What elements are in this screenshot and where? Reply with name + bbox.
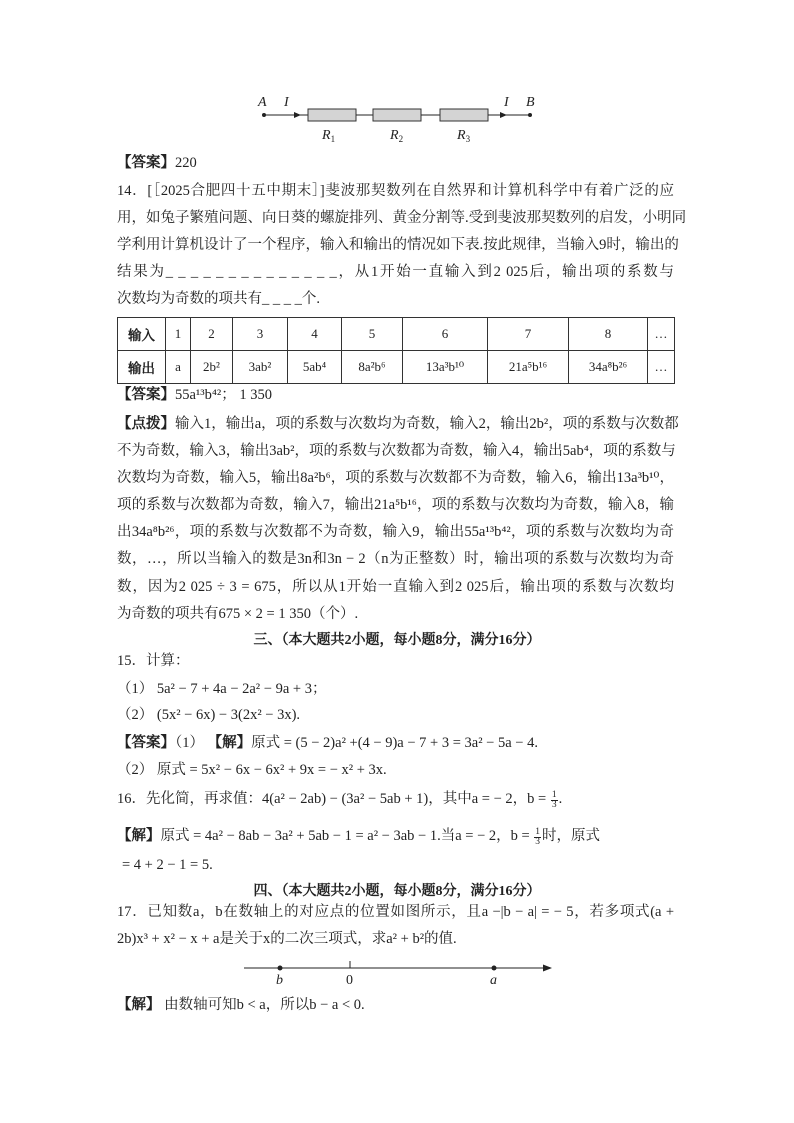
q17-stem-line-1: 17．已知数a，b在数轴上的对应点的位置如图所示，且a −|b − a| = − 5，若多项式(a + <box>117 904 674 920</box>
q14-stem-line-1: 14．[［2025合肥四十五中期末］]斐波那契数列在自然界和计算机科学中有着广泛的应 <box>117 183 674 199</box>
point-a-label: a <box>490 973 497 988</box>
fraction-one-third <box>551 791 558 810</box>
section-4-title: 四、（本大题共2小题，每小题8分，满分16分） <box>253 884 541 899</box>
fraction-denominator: 3 <box>535 837 541 847</box>
q14-hint-line-4: 项的系数与次数都为奇数，输入7，输出21a⁵b¹⁶，项的系数与次数均为奇数，输入8，输 <box>117 497 674 513</box>
resistor-label-3 <box>457 128 470 147</box>
q14-hint-line-3: 次数均为奇数，输入5，输出8a²b⁶，项的系数与次数都不为奇数，输入6，输出13a³b¹⁰， <box>117 470 674 486</box>
q16-solution-tail: 时，原式 <box>542 828 601 844</box>
answer-label: 【答案】 <box>117 155 175 171</box>
q15-part-2: （2） (5x² − 6x) − 3(2x² − 3x). <box>117 707 301 723</box>
q17-solution-text: 由数轴可知b < a，所以b − a < 0. <box>160 997 365 1013</box>
section-3-title: 三、（本大题共2小题，每小题8分，满分16分） <box>253 633 541 648</box>
q14-stem-line-2: 用，如兔子繁殖问题、向日葵的螺旋排列、黄金分割等.受到斐波那契数列的启发，小明同 <box>117 210 687 226</box>
current-label-left: I <box>284 95 289 110</box>
q16-solution-line-1 <box>117 827 600 847</box>
table-cell: 5 <box>342 318 403 351</box>
q14-hint-line-8: 为奇数的项共有675 × 2 = 1 350（个）. <box>117 606 359 622</box>
answer-label: 【答案】 <box>117 387 175 403</box>
q17-stem-line-2: 2b)x³ + x² − x + a是关于x的二次三项式，求a² + b²的值. <box>117 931 457 947</box>
table-row-input <box>118 318 675 351</box>
table-cell-ellipsis: … <box>648 318 675 351</box>
point-a-dot <box>492 966 497 971</box>
answer-part-1: 原式 = (5 − 2)a² +(4 − 9)a − 7 + 3 = 3a² − 5a − 4. <box>251 735 538 751</box>
table-cell: a <box>166 351 191 384</box>
resistor-index: 2 <box>398 134 404 144</box>
fraction-denominator: 3 <box>551 800 557 810</box>
answer-part-tag: （1） <box>175 735 208 751</box>
resistor-index: 1 <box>330 134 336 144</box>
table-cell: 2b² <box>191 351 233 384</box>
table-cell: 7 <box>488 318 569 351</box>
input-output-table <box>117 317 675 384</box>
q14-stem-line-5: 次数均为奇数的项共有_ _ _ _个. <box>117 291 320 307</box>
q15-prompt: 15．计算： <box>117 653 190 669</box>
terminal-b-dot <box>528 113 532 117</box>
q16-prompt-end: . <box>558 791 563 807</box>
table-header-output: 输出 <box>118 351 166 384</box>
resistor-symbol: R <box>457 128 466 143</box>
table-cell: 13a³b¹⁰ <box>403 351 488 384</box>
q16-solution-line-2: = 4 + 2 − 1 = 5. <box>122 857 213 873</box>
fraction-numerator: 1 <box>551 790 557 800</box>
current-label-right: I <box>504 95 509 110</box>
table-cell: 1 <box>166 318 191 351</box>
q13-answer <box>117 154 197 172</box>
answer-value: 220 <box>175 155 197 171</box>
table-row-output <box>118 351 675 384</box>
terminal-b-label: B <box>526 95 535 110</box>
q14-hint-line-2: 不为奇数，输入3，输出3ab²，项的系数与次数都为奇数，输入4，输出5ab⁴，项的系数与 <box>117 443 676 459</box>
current-arrow-left <box>294 112 301 118</box>
table-cell: 4 <box>288 318 342 351</box>
q14-stem-line-3: 学利用计算机设计了一个程序，输入和输出的情况如下表.按此规律，当输入9时，输出的 <box>117 237 679 253</box>
answer-label: 【答案】 <box>117 735 175 751</box>
table-cell: 5ab⁴ <box>288 351 342 384</box>
solution-label: 【解】 <box>117 997 161 1013</box>
resistor-label-2 <box>390 128 403 147</box>
q14-hint-line-5: 出34a⁸b²⁶，项的系数与次数都不为奇数，输入9，输出55a¹³b⁴²，项的系数与次数均为奇 <box>117 524 674 540</box>
terminal-a-label: A <box>258 95 267 110</box>
q17-solution <box>117 996 365 1014</box>
number-line-arrow <box>543 965 552 972</box>
resistor-3 <box>440 109 488 121</box>
table-cell-ellipsis: … <box>648 351 675 384</box>
resistor-label-1 <box>322 128 335 147</box>
table-cell: 8a²b⁶ <box>342 351 403 384</box>
origin-label: 0 <box>346 973 353 988</box>
hint-text: 输入1，输出a，项的系数与次数均为奇数，输入2，输出2b²，项的系数与次数都 <box>175 416 679 432</box>
point-b-dot <box>278 966 283 971</box>
q16-prompt <box>117 790 562 810</box>
hint-label: 【点拨】 <box>117 416 175 432</box>
q15-part-1: （1） 5a² − 7 + 4a − 2a² − 9a + 3； <box>117 681 327 697</box>
table-cell: 3 <box>233 318 288 351</box>
table-cell: 6 <box>403 318 488 351</box>
point-b-label: b <box>276 973 283 988</box>
q14-hint-line-7: 数，因为2 025 ÷ 3 = 675，所以从1开始一直输入到2 025后，输出项的系数与次数均 <box>117 579 674 595</box>
resistor-index: 3 <box>465 134 471 144</box>
table-cell: 21a⁵b¹⁶ <box>488 351 569 384</box>
current-arrow-right <box>500 112 507 118</box>
q15-answer-line-2: （2） 原式 = 5x² − 6x − 6x² + 9x = − x² + 3x. <box>117 762 387 778</box>
q16-prompt-text: 16．先化简，再求值：4(a² − 2ab) − (3a² − 5ab + 1)，其中a = − 2，b = <box>117 791 550 807</box>
table-cell: 34a⁸b²⁶ <box>569 351 648 384</box>
table-cell: 8 <box>569 318 648 351</box>
q14-answer <box>117 386 272 404</box>
q16-solution-text: 原式 = 4a² − 8ab − 3a² + 5ab − 1 = a² − 3ab − 1.当a = − 2，b = <box>160 828 534 844</box>
solution-label: 【解】 <box>117 828 161 844</box>
q14-hint-line-6: 数，…，所以当输入的数是3n和3n − 2（n为正整数）时，输出项的系数与次数均为奇 <box>117 551 674 567</box>
answer-value: 55a¹³b⁴²； 1 350 <box>175 387 273 403</box>
table-cell: 2 <box>191 318 233 351</box>
fraction-one-third <box>534 828 541 847</box>
q14-hint-line-1 <box>117 415 679 433</box>
table-header-input: 输入 <box>118 318 166 351</box>
fraction-numerator: 1 <box>535 827 541 837</box>
resistor-symbol: R <box>390 128 399 143</box>
resistor-2 <box>373 109 421 121</box>
solution-label: 【解】 <box>207 735 252 751</box>
table-cell: 3ab² <box>233 351 288 384</box>
resistor-symbol: R <box>322 128 331 143</box>
q14-stem-line-4: 结果为_ _ _ _ _ _ _ _ _ _ _ _ _ _，从1开始一直输入到2 025后，输出项的系数与 <box>117 264 674 280</box>
q15-answer-line-1 <box>117 734 538 752</box>
resistor-1 <box>308 109 356 121</box>
